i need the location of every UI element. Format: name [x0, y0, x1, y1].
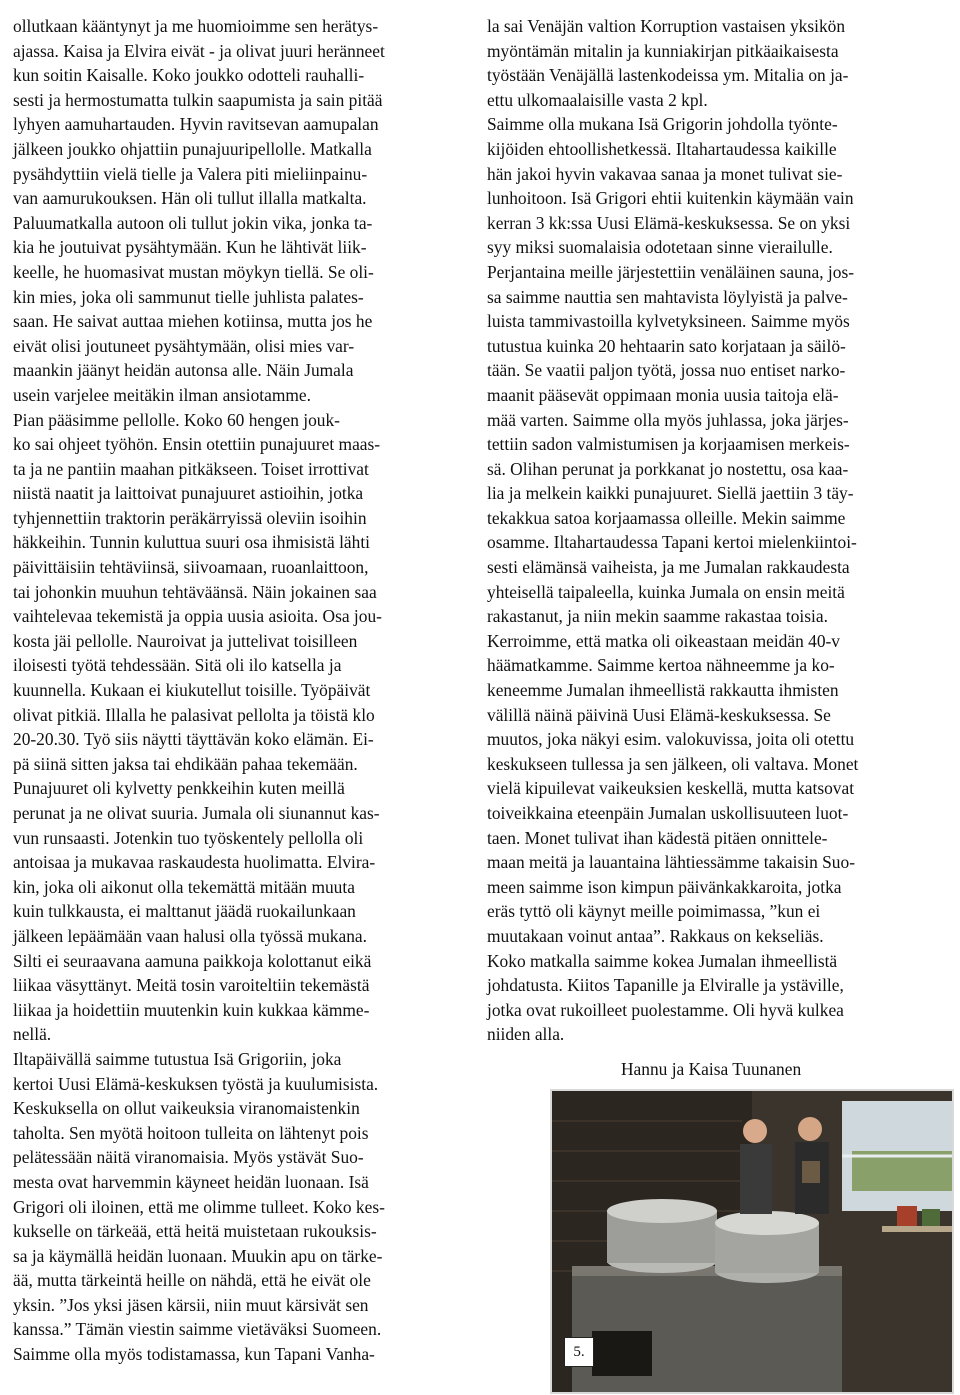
left-column-text: ollutkaan kääntynyt ja me huomioimme sen herätys- ajassa. Kaisa ja Elvira eivät - ja olivat juuri heränneet kun soitin Kaisalle. Koko joukko odotteli rauhalli- sesti ja hermostumatta tulkin saapumista ja sain pitää lyhyen aamuhartauden. Hyvin ravitsevan aamupalan jälkeen joukko ohjattiin punajuuripellolle. Matkalla pysähdyttiin vielä tielle ja Valera piti mieliinpainu- van aamurukouksen. Hän oli tullut illalla matkalta. Paluumatkalla autoon oli tullut jokin vika, jonka ta- kia he joutuivat pysähtymään. Kun he lähtivät liik- keelle, he huomasivat mustan möykyn tiellä. Se oli- kin mies, joka oli sammunut tielle juhlista palates- saan. He saivat auttaa miehen kotiinsa, mutta jos he eivät olisi joutuneet pysähtymään, olisi mies var- maankin jäänyt heidän autonsa alle. Näin Jumala usein varjelee meitäkin ilman ansiotamme. Pian pääsimme pellolle. Koko 60 hengen jouk- ko sai ohjeet työhön. Ensin otettiin punajuuret maas- ta ja ne pantiin maahan pitkäkseen. Toiset irrottivat niistä naatit ja laittoivat punajuuret astioihin, jotka tyhjennettiin traktorin peräkärryissä oleviin isoihin häkkeihin. Tunnin kuluttua suuri osa ihmisistä lähti päivittäisiin tehtäviinsä, siivoamaan, ruoanlaittoon, tai johonkin muuhun tehtäväänsä. Näin jokainen saa vaihtelevaa tekemistä ja oppia uusia asioita. Osa jou- kosta jäi pellolle. Nauroivat ja juttelivat toisilleen iloisesti työtä tehdessään. Sitä oli ilo katsella ja kuunnella. Kukaan ei kiukutellut toisille. Työpäivät olivat pitkiä. Illalla he palasivat pellolta ja töistä klo 20-20.30. Työ siis näytti täyttävän koko elämän. Ei- pä siinä sitten jaksa tai ehdikään pahaa tekemään. Punajuuret oli kylvetty penkkeihin kuten meillä perunat ja ne olivat suuria. Jumala oli siunannut kas- vun runsaasti. Jotenkin tuo työskentely pellolla oli antoisaa ja mukavaa raskaudesta huolimatta. Elvira- kin, joka oli aikonut olla tekemättä mitään muuta kuin tulkkausta, ei malttanut jäädä ruokailunkaan jälkeen lepäämään vaan halusi olla työssä mukana. Silti ei seuraavana aamuna paikkoja kolottanut eikä liikaa väsyttänyt. Meitä tosin varoiteltiin tekemästä liikaa ja hoidettiin muutenkin kuin kukkaa kämme- nellä. Iltapäivällä saimme tutustua Isä Grigoriin, joka kertoi Uusi Elämä-keskuksen työstä ja kuulumisista. Keskuksella on ollut vaikeuksia viranomaistenkin taholta. Sen myötä hoitoon tulleita on lähtenyt pois pelätessään näitä viranomaisia. Myös ystävät Suo- mesta ovat harvemmin käyneet heidän luonaan. Isä Grigori oli iloinen, että me olimme tulleet. Koko kes- kukselle on tärkeää, että heitä muistetaan rukouksis- sa ja käymällä heidän luonaan. Muukin apu on tärke- ää, mutta tärkeintä heille on nähdä, että he eivät ole yksin. ”Jos yksi jäsen kärsii, niin muut kärsivät sen kanssa.” Tämän viestin saimme vietäväksi Suomeen. Saimme olla myös todistamassa, kun Tapani Vanha- — [13, 16, 385, 1365]
kitchen-photo — [550, 1089, 954, 1394]
right-column-text: la sai Venäjän valtion Korruption vastaisen yksikön myöntämän mitalin ja kunniakirjan pitkäaikaisesta työstään Venäjällä lastenkodeissa ym. Mitalia on ja- ettu ulkomaalaisille vasta 2 kpl. Saimme olla mukana Isä Grigorin johdolla työnte- kijöiden ehtoollishetkessä. Iltahartaudessa kaikille hän jakoi hyvin vakavaa sanaa ja monet tulivat sie- lunhoitoon. Isä Grigori ehtii kuitenkin käymään vain kerran 3 kk:ssa Uusi Elämä-keskuksessa. Se on yksi syy miksi suomalaisia odotetaan sinne vierailulle. Perjantaina meille järjestettiin venäläinen sauna, jos- sa saimme nauttia sen mahtavista löylyistä ja palve- luista tammivastoilla kylvetyksineen. Saimme myös tutustua kuinka 20 hehtaarin sato korjataan ja säilö- tään. Se vaatii paljon työtä, jossa nuo entiset narko- maanit pääsevät oppimaan monia uusia taitoja elä- mää varten. Saimme olla myös juhlassa, joka järjes- tettiin sadon valmistumisen ja korjaamisen merkeis- sä. Olihan perunat ja porkkanat jo nostettu, osa kaa- lia ja melkein kaikki punajuuret. Siellä jaettiin 3 täy- tekakkua satoa korjaamassa olleille. Mekin saimme osamme. Iltahartaudessa Tapani kertoi mielenkiintoi- sesti elämänsä vaiheista, ja me Jumalan rakkaudesta yhteisellä taipaleella, kuinka Jumala on ensin meitä rakastanut, ja niin mekin saamme rakastaa toisia. Kerroimme, että matka oli oikeastaan meidän 40-v häämatkamme. Saimme kertoa nähneemme ja ko- keneemme Jumalan ihmeellistä rakkautta ihmisten välillä näinä päivinä Uusi Elämä-keskuksessa. Se muutos, joka näkyi esim. valokuvissa, joita oli otettu keskukseen tullessa ja sen jälkeen, oli valtava. Monet vielä kipuilevat vaikeuksien keskellä, mutta katsovat toiveikkaina eteenpäin Jumalan uskollisuuteen luot- taen. Monet tulivat ihan kädestä pitäen onnittele- maan meitä ja lauantaina lähtiessämme takaisin Suo- meen saimme ison kimpun päivänkakkaroita, jotka eräs tyttö oli käynyt meille poimimassa, ”kun ei muutakaan voinut antaa”. Rakkaus on kekseliäs. Koko matkalla saimme kokea Jumalan ihmeellistä johdatusta. Kiitos Tapanille ja Elviralle ja ystäville, jotka ovat rukoilleet puolestamme. Oli hyvä kulkea niiden alla. — [487, 16, 859, 1045]
photo-number-badge: 5. — [564, 1337, 594, 1367]
kitchen-scene-illustration — [552, 1091, 952, 1392]
right-column — [487, 14, 949, 1047]
author-signature: Hannu ja Kaisa Tuunanen — [621, 1059, 802, 1079]
left-column — [13, 14, 473, 1367]
